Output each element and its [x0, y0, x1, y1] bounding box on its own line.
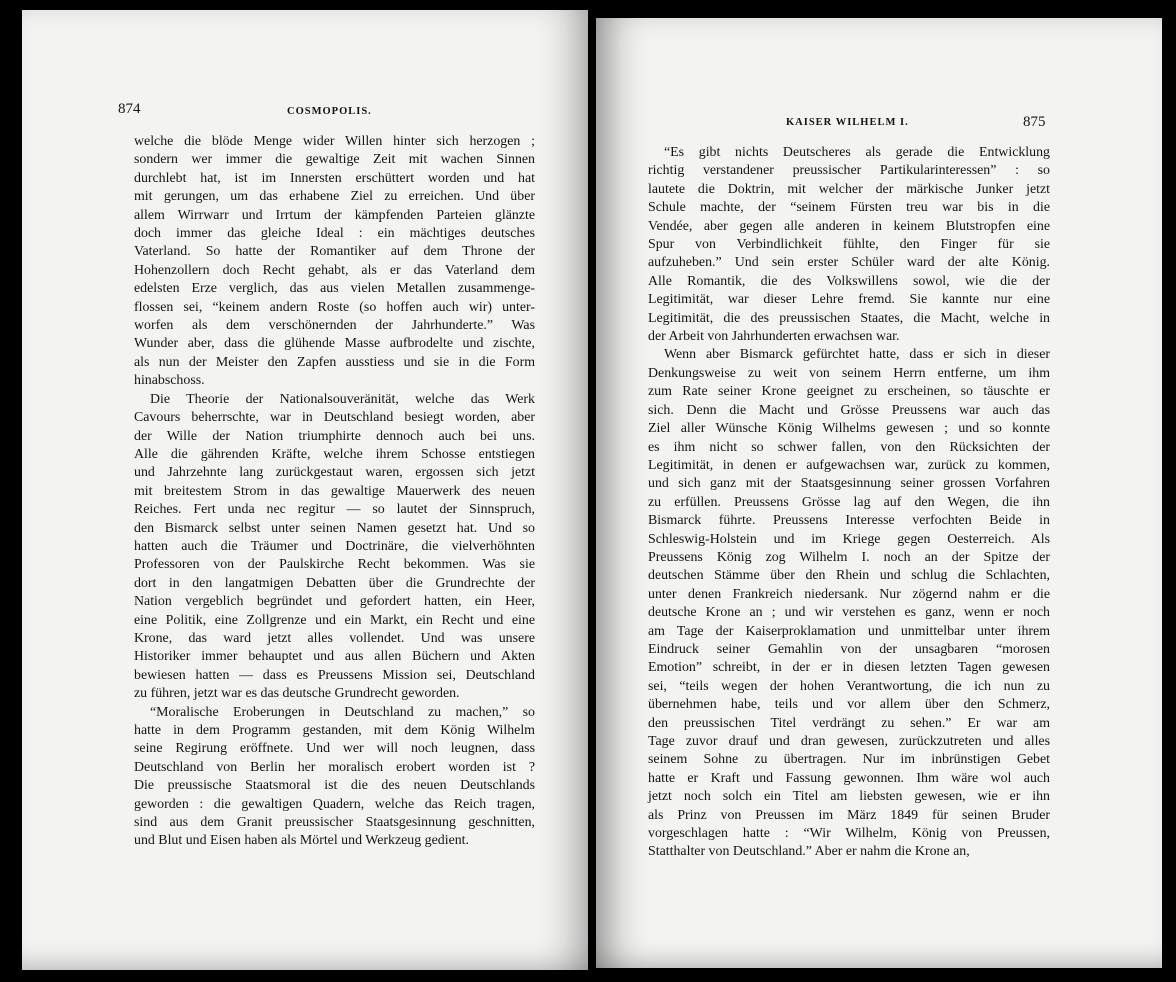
- text-line: worfen als dem verschönernden der Jahrhunderte.” Was: [134, 318, 535, 334]
- text-line: Legitimität, war dieser Lehre fremd. Sie kannte nur eine: [648, 292, 1050, 308]
- text-line: flossen sei, “keinem andern Roste (so hoffen auch wir) unter-: [134, 299, 535, 315]
- text-line: Krone, das ward jetzt alles vollendet. Und was unsere: [134, 630, 535, 646]
- text-line: Vendée, aber gegen alle anderen in keinem Blutstropfen eine: [648, 218, 1050, 234]
- text-line: als nun der Meister den Zapfen ausstiess und sie in die Form: [134, 354, 535, 370]
- text-line: eine Politik, eine Zollgrenze und ein Markt, ein Recht und eine: [134, 612, 535, 628]
- text-line: sei, “teils wegen der hohen Verantwortung, die ich nun zu: [648, 678, 1050, 694]
- text-line: am Tage der Kaiserproklamation und unmittelbar unter ihrem: [648, 623, 1050, 639]
- text-line: Wunder aber, dass die glühende Masse aufbrodelte und zischte,: [134, 336, 535, 352]
- text-line: Deutschland von Berlin her moralisch erobert worden ist ?: [134, 759, 535, 775]
- text-line: hinabschoss.: [134, 373, 205, 389]
- text-line: Vaterland. So hatte der Romantiker auf dem Throne der: [134, 244, 535, 260]
- text-line: Schleswig-Holstein und im Kriege gegen Oesterreich. Als: [648, 531, 1050, 547]
- text-line: vorgeschlagen hatte : “Wir Wilhelm, König von Preussen,: [648, 826, 1050, 842]
- text-line: Wenn aber Bismarck gefürchtet hatte, dass er sich in dieser: [664, 347, 1050, 363]
- text-line: sind aus dem Granit preussischer Staatsgesinnung geschnitten,: [134, 815, 535, 831]
- text-line: bewiesen hatten — dass es Preussens Mission sei, Deutschland: [134, 667, 535, 683]
- text-line: und Blut und Eisen haben als Mörtel und Werkzeug gedient.: [134, 833, 470, 849]
- text-line: und Jahrzehnte lang zurückgestaut waren, ergossen sich jetzt: [134, 465, 535, 481]
- text-line: welche die blöde Menge wider Willen hinter sich herzogen ;: [134, 134, 535, 149]
- text-line: und sich ganz mit der Staatsgesinnung seiner grossen Vorfahren: [648, 476, 1050, 492]
- text-line: als Prinz von Preussen im März 1849 für seinen Bruder: [648, 807, 1050, 823]
- text-line: hatte in dem Programm gestanden, mit dem König Wilhelm: [134, 723, 535, 738]
- text-line: Tage zuvor drauf und dran gewesen, zurückzutreten und alles: [648, 734, 1050, 749]
- text-line: Bismarck führte. Preussens Interesse verfochten Beide in: [648, 513, 1050, 529]
- text-line: Cavours beherrschte, war in Deutschland besiegt worden, aber: [134, 410, 535, 426]
- text-line: jetzt noch solch ein Titel am liebsten gewesen, wie er ihn: [648, 789, 1050, 805]
- text-line: doch immer das gleiche Ideal : ein mächtiges deutsches: [134, 226, 535, 242]
- page-number: 874: [118, 101, 141, 117]
- text-line: aufzuheben.” Und sein erster Schüler ward der alte König.: [648, 255, 1050, 271]
- text-line: seinem Sohne zu übertragen. Nur im inbrünstigen Gebet: [648, 752, 1050, 768]
- text-line: lautete die Doktrin, mit welcher der märkische Junker jetzt: [648, 181, 1050, 197]
- text-line: der Wille der Nation triumphirte dennoch auch bei uns.: [134, 428, 535, 444]
- text-line: unter denen Frankreich niedersank. Nur zögernd nahm er die: [648, 586, 1050, 602]
- text-line: Statthalter von Deutschland.” Aber er nahm die Krone an,: [648, 844, 970, 860]
- text-line: sich. Denn die Macht und Grösse Preussens war auch das: [648, 402, 1050, 418]
- text-line: mit breitestem Strom in das gewaltige Mauerwerk des neuen: [134, 483, 535, 499]
- text-line: Legitimität, in denen er aufgewachsen war, zurück zu kommen,: [648, 457, 1050, 473]
- text-line: es ihm nicht so schwer fallen, von den Rücksichten der: [648, 439, 1050, 455]
- text-line: “Moralische Eroberungen in Deutschland zu machen,” so: [150, 704, 535, 720]
- running-title: COSMOPOLIS.: [287, 106, 372, 117]
- text-line: sondern wer immer die gewaltige Zeit mit wachen Sinnen: [134, 152, 535, 168]
- text-line: allem Wirrwarr und Irrtum der kämpfenden Parteien glänzte: [134, 207, 535, 223]
- text-line: zu erfüllen. Preussens Grösse lag auf den Wegen, die ihn: [648, 494, 1050, 510]
- text-line: Ziel aller Wünsche König Wilhelms gewesen ; und so konnte: [648, 421, 1050, 437]
- text-line: seine Regirung eröffnete. Und wer will noch leugnen, dass: [134, 741, 535, 757]
- text-line: durchlebt hat, ist im Innersten erschüttert worden und hat: [134, 170, 535, 186]
- text-line: mit gerungen, um das erhabene Ziel zu erreichen. Und über: [134, 189, 535, 205]
- text-line: übernehmen habe, teils und vor allem über den Schmerz,: [648, 697, 1050, 713]
- text-line: Denkungsweise zu weit von seinem Herrn entferne, um ihm: [648, 365, 1050, 381]
- right-page: [596, 18, 1162, 968]
- text-line: edelsten Erze verglich, das aus vielen Metallen zusammenge-: [134, 281, 535, 297]
- text-line: zum Rate seiner Krone geeignet zu erscheinen, so täuschte er: [648, 384, 1050, 400]
- text-line: deutschen Stämme über den Rhein und schlug die Schlachten,: [648, 568, 1050, 584]
- text-line: Alle die gährenden Kräfte, welche ihrem Schosse entstiegen: [134, 446, 535, 462]
- text-line: deutsche Krone an ; und wir verstehen es ganz, wenn er noch: [648, 605, 1050, 621]
- text-line: Legitimität, die des preussischen Staates, die Macht, welche in: [648, 310, 1050, 326]
- text-line: Schule machte, der “seinem Fürsten treu war bis in die: [648, 200, 1050, 216]
- left-page: [22, 10, 588, 970]
- text-line: Die preussische Staatsmoral ist die des neuen Deutschlands: [134, 778, 535, 794]
- text-line: hatten auch die Träumer und Doctrinäre, die vielverhöhnten: [134, 538, 535, 554]
- text-line: geworden : die gewaltigen Quadern, welche das Reich tragen,: [134, 796, 535, 812]
- text-line: “Es gibt nichts Deutscheres als gerade die Entwicklung: [664, 145, 1050, 160]
- text-line: Professoren von der Paulskirche Recht bekommen. Was sie: [134, 557, 535, 573]
- right-page-text: [648, 144, 1050, 862]
- text-line: Eindruck seiner Gemahlin von der unsagbaren “morosen: [648, 641, 1050, 657]
- text-line: Historiker immer behauptet und aus allen Büchern und Akten: [134, 649, 535, 665]
- text-line: richtig verstandener preussischer Partikularinteressen” : so: [648, 163, 1050, 179]
- text-line: hatte er Kraft und Fassung gewonnen. Ihm wäre wol auch: [648, 770, 1050, 786]
- text-line: den Bismarck selbst unter seinen Namen gesetzt hat. Und so: [134, 520, 535, 536]
- left-page-text: [134, 133, 535, 851]
- running-title: KAISER WILHELM I.: [786, 117, 909, 128]
- text-line: Alle Romantik, die des Volkswillens sowol, wie die der: [648, 273, 1050, 289]
- text-line: Emotion” schreibt, in der er in diesen letzten Tagen gewesen: [648, 660, 1050, 676]
- text-line: der Arbeit von Jahrhunderten erwachsen war.: [648, 329, 900, 345]
- page-number: 875: [1023, 114, 1046, 130]
- text-line: den preussischen Titel verdrängt zu sehen.” Er war am: [648, 715, 1050, 731]
- text-line: Die Theorie der Nationalsouveränität, welche das Werk: [150, 391, 535, 407]
- text-line: Reiches. Fert unda nec regitur — so lautet der Sinnspruch,: [134, 502, 535, 518]
- text-line: dort in den langatmigen Debatten über die Grundrechte der: [134, 575, 535, 591]
- text-line: zu führen, jetzt war es das deutsche Grundrecht geworden.: [134, 686, 460, 702]
- text-line: Hohenzollern doch Recht gehabt, als er das Vaterland dem: [134, 262, 535, 278]
- text-line: Nation vergeblich begründet und gefordert hatten, ein Heer,: [134, 594, 535, 610]
- text-line: Preussens König zog Wilhelm I. noch an der Spitze der: [648, 549, 1050, 565]
- text-line: Spur von Verbindlichkeit fühlte, den Finger für sie: [648, 237, 1050, 253]
